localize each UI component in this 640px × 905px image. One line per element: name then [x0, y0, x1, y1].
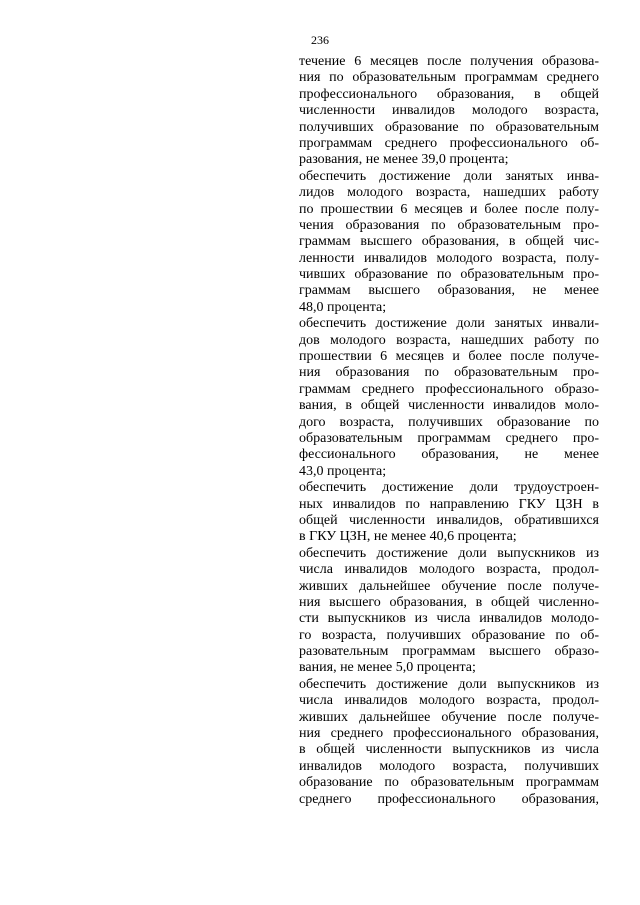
text-line: вания, не менее 5,0 процента; [299, 660, 476, 676]
paragraph [299, 546, 599, 677]
text-line: ния образования по образовательным про- [299, 365, 599, 381]
text-line: живших дальнейшее обучение после получе- [299, 578, 599, 594]
text-line: числа инвалидов молодого возраста, продол- [299, 562, 599, 578]
text-line: разования, не менее 39,0 процента; [299, 152, 509, 168]
paragraph [299, 316, 599, 480]
text-line: профессионального образования, в общей [299, 86, 599, 102]
paragraph [299, 480, 599, 546]
text-line: фессионального образования, не менее [299, 447, 599, 463]
page-number: 236 [311, 33, 329, 47]
text-line: ния среднего профессионального образования, [299, 726, 599, 742]
paragraph [299, 54, 599, 169]
text-line: ленности инвалидов молодого возраста, полу- [299, 250, 599, 266]
text-line: общей численности инвалидов, обратившихся [299, 512, 599, 528]
text-line: численности инвалидов молодого возраста, [299, 103, 599, 119]
text-line: прошествии 6 месяцев и более после получе- [299, 349, 599, 365]
text-line: дого возраста, получивших образование по [299, 414, 599, 430]
text-line: образовательным программам среднего про- [299, 430, 599, 446]
text-line: образование по образовательным программам [299, 775, 599, 791]
text-line: получивших образование по образовательным [299, 119, 599, 135]
text-line: в ГКУ ЦЗН, не менее 40,6 процента; [299, 529, 517, 545]
text-line: живших дальнейшее обучение после получе- [299, 709, 599, 725]
document-text-column [299, 54, 599, 808]
text-line: граммам среднего профессионального образо- [299, 381, 599, 397]
text-line: в общей численности выпускников из числа [299, 742, 599, 758]
text-line: числа инвалидов молодого возраста, продол- [299, 693, 599, 709]
text-line: сти выпускников из числа инвалидов молодо- [299, 611, 599, 627]
text-line: 48,0 процента; [299, 299, 387, 315]
text-line: течение 6 месяцев после получения образова- [299, 54, 599, 69]
paragraph [299, 677, 599, 808]
text-line: ния высшего образования, в общей численно- [299, 594, 599, 610]
text-line: го возраста, получивших образование по об- [299, 627, 599, 643]
text-line: обеспечить достижение доли выпускников из [299, 676, 599, 692]
text-line: 43,0 процента; [299, 463, 387, 479]
text-line: программам среднего профессионального об- [299, 135, 599, 151]
text-line: чения образования по образовательным про- [299, 217, 599, 233]
text-line: граммам высшего образования, не менее [299, 283, 599, 299]
paragraph [299, 169, 599, 317]
text-line: ния по образовательным программам среднего [299, 70, 599, 86]
text-line: инвалидов молодого возраста, получивших [299, 758, 599, 774]
text-line: по прошествии 6 месяцев и более после полу- [299, 201, 599, 217]
text-line: обеспечить достижение доли занятых инва- [299, 168, 599, 184]
text-line: среднего профессионального образования, [299, 791, 599, 807]
text-line: граммам высшего образования, в общей чис- [299, 234, 599, 250]
text-line: лидов молодого возраста, нашедших работу [299, 185, 599, 201]
text-line: вания, в общей численности инвалидов моло- [299, 398, 599, 414]
text-line: дов молодого возраста, нашедших работу по [299, 332, 599, 348]
text-line: обеспечить достижение доли выпускников из [299, 545, 599, 561]
text-line: обеспечить достижение доли занятых инвали- [299, 316, 599, 332]
text-line: чивших образование по образовательным про- [299, 267, 599, 283]
text-line: обеспечить достижение доли трудоустроен- [299, 480, 599, 496]
text-line: разовательным программам высшего образо- [299, 644, 599, 660]
text-line: ных инвалидов по направлению ГКУ ЦЗН в [299, 496, 599, 512]
